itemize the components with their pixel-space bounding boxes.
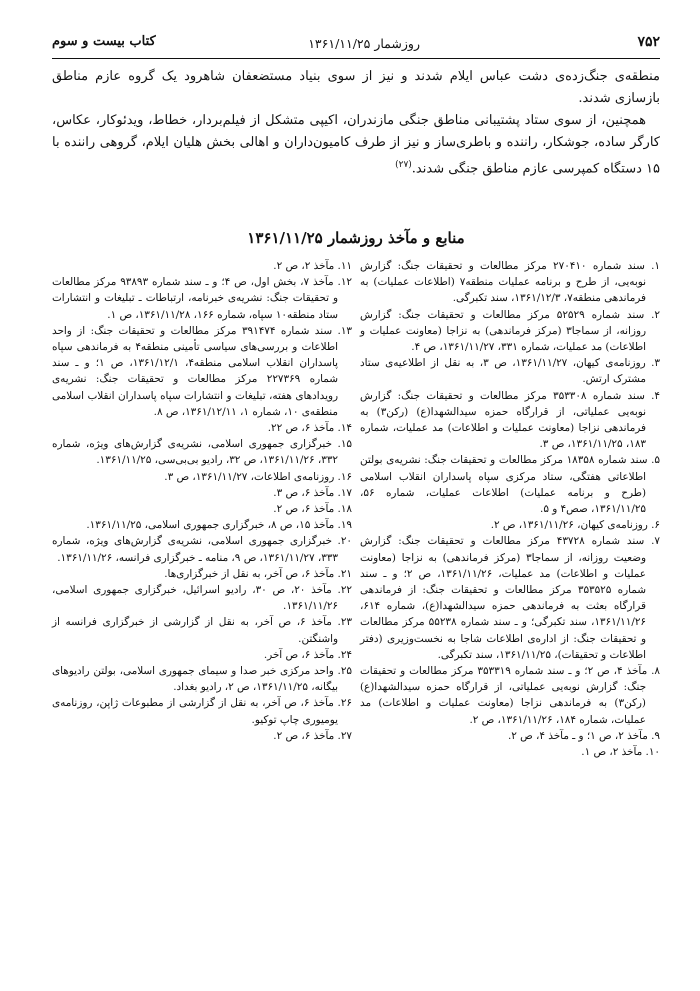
footnote-ref: (۲۷)	[395, 160, 412, 170]
paragraph-2-text: همچنین، از سوی ستاد پشتیبانی مناطق جنگی مازندران، اکیپی متشکل از فیلم‌بردار، خطاط، ویدئوکار، عکاس، کارگر ساده، جوشکار، راننده و باطری‌ساز و نیز از طرف کامیون‌داران و اهالی بخش هلیان ایلام، گروهی راننده با ۱۵ دستگاه کمپرسی عازم مناطق جنگی شدند.	[52, 113, 660, 177]
reference-item: ۱. سند شماره ۲۷۰۴۱۰ مرکز مطالعات و تحقیقات جنگ: گزارش نوبه‌یی، از طرح و برنامه عملیات منطقه۷ (اطلاعات عملیات) به فرماندهی منطقه۷، ۱۳۶۱/۱۲/۳، سند تکبرگی.	[360, 260, 660, 305]
reference-item: ۹. مآخذ ۲، ص ۱؛ و ـ مآخذ ۴، ص ۲.	[507, 729, 660, 742]
running-header	[52, 28, 660, 59]
header-title: روزشمار ۱۳۶۱/۱۱/۲۵	[308, 36, 420, 51]
body-text	[52, 66, 660, 180]
reference-item: ۲۳. مآخذ ۶، ص آخر، به نقل از گزارشی از خبرگزاری فرانسه از واشنگتن.	[52, 616, 352, 645]
reference-item: ۲۰. خبرگزاری جمهوری اسلامی، نشریه‌ی گزارش‌های ویژه، شماره ۳۳۳، ۱۳۶۱/۱۱/۲۷، ص ۹، منامه ـ خبرگزاری فرانسه، ۱۳۶۱/۱۱/۲۶.	[52, 535, 352, 564]
references-left-column	[52, 258, 352, 744]
reference-item: ۱۴. مآخذ ۶، ص ۲۲.	[267, 422, 352, 435]
paragraph-1: منطقه‌ی جنگ‌زده‌ی دشت عباس ایلام شدند و نیز از سوی بنیاد مستضعفان شاهرود یک گروه عازم مناطق بازسازی شدند.	[52, 69, 660, 106]
reference-item: ۱۳. سند شماره ۳۹۱۴۷۴ مرکز مطالعات و تحقیقات جنگ: از واحد اطلاعات و بررسی‌های سیاسی تأمینی منطقه۴ به فرماندهی سپاه پاسداران انقلاب اسلامی منطقه۴، ۱۳۶۱/۱۲/۱، ص ۱؛ و ـ سند شماره ۲۲۷۳۶۹ مرکز مطالعات و تحقیقات جنگ: نشریه‌ی رویدادهای هفته، تبلیغات و انتشارات سپاه پاسداران انقلاب اسلامی منطقه‌ی ۱۰، شماره ۱، ۱۳۶۱/۱۲/۱۱، ص ۸.	[52, 324, 352, 418]
sources-heading: منابع و مآخذ روزشمار ۱۳۶۱/۱۱/۲۵	[247, 229, 465, 247]
reference-item: ۳. روزنامه‌ی کیهان، ۱۳۶۱/۱۱/۲۷، ص ۳، به نقل از اطلاعیه‌ی ستاد مشترک ارتش.	[360, 357, 660, 386]
reference-item: ۱۸. مآخذ ۶، ص ۲.	[273, 503, 352, 516]
page-number: ۷۵۲	[637, 34, 660, 50]
reference-item: ۱۷. مآخذ ۶، ص ۳.	[273, 486, 352, 499]
reference-item: ۲. سند شماره ۵۲۵۲۹ مرکز مطالعات و تحقیقات جنگ: گزارش روزانه، از سماجا۳ (مرکز فرماندهی) به نزاجا (معاونت عملیات و اطلاعات) مد عملیات، شماره ۳۳۱، ۱۳۶۱/۱۱/۲۷، ص ۴.	[360, 308, 660, 354]
reference-item: ۵. سند شماره ۱۸۳۵۸ مرکز مطالعات و تحقیقات جنگ: نشریه‌ی بولتن اطلاعاتی هفتگی، ستاد مرکزی سپاه پاسداران انقلاب اسلامی (طرح و برنامه عملیات) اطلاعات عملیات، شماره ۵۶، ۱۳۶۱/۱۱/۲۵، صص۴ و ۵.	[360, 454, 660, 516]
reference-item: ۱۵. خبرگزاری جمهوری اسلامی، نشریه‌ی گزارش‌های ویژه، شماره ۳۳۲، ۱۳۶۱/۱۱/۲۶، ص ۳۲، رادیو بی‌بی‌سی، ۱۳۶۱/۱۱/۲۵.	[52, 438, 352, 467]
reference-item: ۴. سند شماره ۳۵۳۳۰۸ مرکز مطالعات و تحقیقات جنگ: گزارش نوبه‌یی عملیاتی، از قرارگاه حمزه سیدالشهدا(ع) (رکن۳) به فرماندهی نزاجا (معاونت عملیات و اطلاعات) مد عملیات، شماره ۱۸۳، ۱۳۶۱/۱۱/۲۵، ص ۳.	[360, 389, 660, 451]
paragraph-2	[52, 110, 660, 180]
reference-item: ۱۲. مآخذ ۷، بخش اول، ص ۴؛ و ـ سند شماره ۹۳۸۹۳ مرکز مطالعات و تحقیقات جنگ: نشریه‌ی خبرنامه، ارتباطات ـ تبلیغات و انتشارات ستاد منطقه۱۰ سپاه، شماره ۱۶۶، ۱۳۶۱/۱۱/۲۸، ص ۱.	[52, 276, 352, 321]
references-right-column	[360, 258, 660, 760]
reference-item: ۱۶. روزنامه‌ی اطلاعات، ۱۳۶۱/۱۱/۲۷، ص ۳.	[164, 470, 352, 483]
reference-item: ۲۶. مآخذ ۶، ص آخر، به نقل از گزارشی از مطبوعات ژاپن، روزنامه‌ی یومیوری چاپ توکیو.	[52, 697, 352, 726]
reference-item: ۷. سند شماره ۴۳۷۲۸ مرکز مطالعات و تحقیقات جنگ: گزارش وضعیت روزانه، از سماجا۳ (مرکز فرماندهی) به نزاجا (معاونت عملیات و اطلاعات) مد عملیات، ۱۳۶۱/۱۱/۲۶، ص ۲؛ و ـ سند شماره ۳۵۳۵۲۵ مرکز مطالعات و تحقیقات جنگ: از فرماندهی قرارگاه بعثت به فرماندهی حمزه سیدالشهدا(ع)، شماره ۶۱۴، ۱۳۶۱/۱۱/۲۶، سند تکبرگی؛ و ـ سند شماره ۵۵۲۳۸ مرکز مطالعات و تحقیقات جنگ: از اداره‌ی اطلاعات شاجا به نخست‌وزیری (دفتر اطلاعات و تحقیقات)، ۱۳۶۱/۱۱/۲۵، سند تکبرگی.	[360, 535, 660, 661]
reference-item: ۲۴. مآخذ ۶، ص آخر.	[263, 648, 352, 661]
reference-item: ۱۰. مآخذ ۲، ص ۱.	[581, 746, 660, 759]
reference-item: ۸. مآخذ ۴، ص ۲؛ و ـ سند شماره ۳۵۳۳۱۹ مرکز مطالعات و تحقیقات جنگ: گزارش نوبه‌یی عملیاتی، از قرارگاه حمزه سیدالشهدا(ع) (رکن۳) به فرماندهی نزاجا (معاونت عملیات و اطلاعات) مد عملیات، شماره ۱۸۴، ۱۳۶۱/۱۱/۲۶، ص ۲.	[360, 665, 660, 726]
reference-item: ۲۷. مآخذ ۶، ص ۲.	[273, 729, 352, 742]
book-title: کتاب بیست و سوم	[52, 34, 156, 49]
reference-item: ۲۵. واحد مرکزی خبر صدا و سیمای جمهوری اسلامی، بولتن رادیوهای بیگانه، ۱۳۶۱/۱۱/۲۵، ص ۲، رادیو بغداد.	[52, 665, 352, 694]
reference-item: ۱۱. مآخذ ۲، ص ۲.	[273, 260, 352, 272]
reference-item: ۶. روزنامه‌ی کیهان، ۱۳۶۱/۱۱/۲۶، ص ۲.	[490, 519, 660, 532]
reference-item: ۲۱. مآخذ ۶، ص آخر، به نقل از خبرگزاری‌ها.	[164, 567, 352, 580]
reference-item: ۱۹. مآخذ ۱۵، ص ۸، خبرگزاری جمهوری اسلامی، ۱۳۶۱/۱۱/۲۵.	[86, 519, 352, 532]
reference-item: ۲۲. مآخذ ۲۰، ص ۳۰، رادیو اسرائیل، خبرگزاری جمهوری اسلامی، ۱۳۶۱/۱۱/۲۶.	[52, 584, 352, 613]
